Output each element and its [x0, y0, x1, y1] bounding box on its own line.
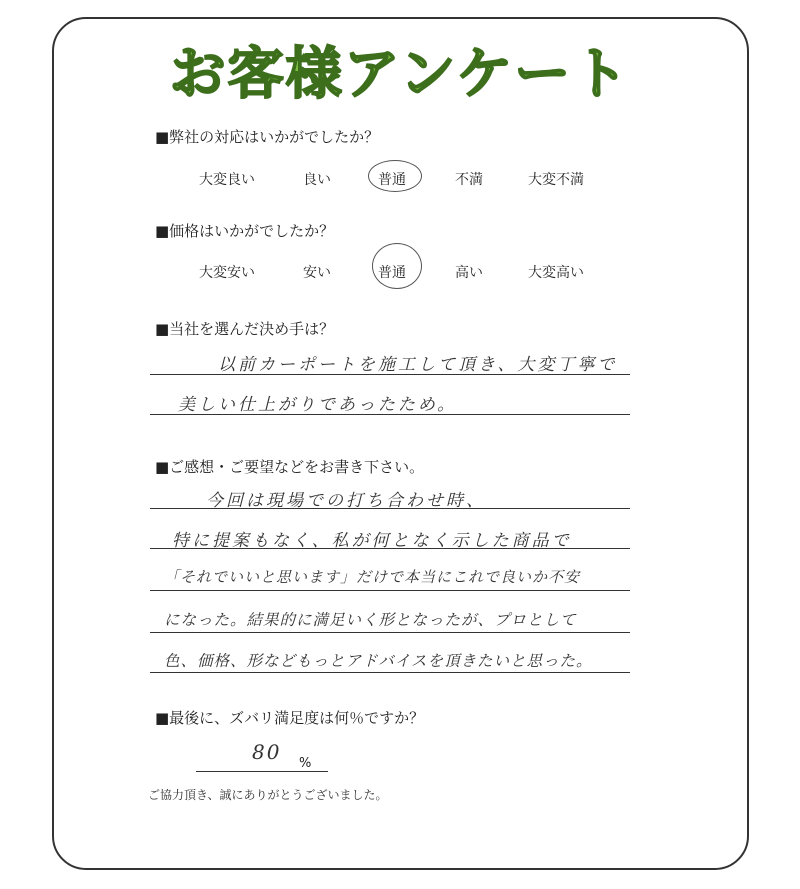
answer-line	[150, 590, 630, 591]
reason-line-1: 以前カーポートを施工して頂き、大変丁寧で	[218, 355, 618, 375]
q1-option-3[interactable]: 普通	[378, 172, 406, 188]
q1-selected-circle	[368, 160, 422, 192]
satisfaction-line	[196, 771, 328, 772]
q1-option-5[interactable]: 大変不満	[528, 172, 584, 188]
percent-unit: %	[299, 756, 312, 771]
satisfaction-value: 80	[252, 740, 282, 764]
q1-option-1[interactable]: 大変良い	[199, 172, 255, 188]
question-service: ■弊社の対応はいかがでしたか？	[155, 128, 380, 146]
q2-selected-circle	[372, 243, 422, 289]
q2-option-5[interactable]: 大変高い	[528, 265, 584, 281]
q2-option-4[interactable]: 高い	[455, 265, 483, 281]
q2-option-3[interactable]: 普通	[378, 265, 406, 281]
answer-line	[150, 632, 630, 633]
answer-line	[150, 672, 630, 673]
question-comments: ■ご感想・ご要望などをお書き下さい。	[155, 458, 425, 476]
q2-option-2[interactable]: 安い	[303, 265, 331, 281]
q1-option-2[interactable]: 良い	[303, 172, 331, 188]
q2-option-1[interactable]: 大変安い	[199, 265, 255, 281]
q1-option-4[interactable]: 不満	[455, 172, 483, 188]
answer-line	[150, 414, 630, 415]
reason-line-2: 美しい仕上がりであったため。	[178, 395, 458, 415]
question-price: ■価格はいかがでしたか？	[155, 222, 335, 240]
answer-line	[150, 548, 630, 549]
comment-line-5: 色、価格、形などもっとアドバイスを頂きたいと思った。	[164, 652, 593, 670]
survey-title: お客様アンケート	[169, 42, 631, 107]
answer-line	[150, 374, 630, 375]
question-satisfaction: ■最後に、ズバリ満足度は何％ですか？	[155, 709, 425, 727]
comment-line-4: になった。結果的に満足いく形となったが、プロとして	[164, 611, 577, 629]
comment-line-1: 今回は現場での打ち合わせ時、	[206, 491, 486, 511]
question-reason: ■当社を選んだ決め手は？	[155, 320, 335, 338]
answer-line	[150, 508, 630, 509]
comment-line-3: 「それでいいと思います」だけで本当にこれで良いか不安	[164, 568, 581, 586]
thank-you-note: ご協力頂き、誠にありがとうございました。	[148, 788, 388, 802]
comment-line-2: 特に提案もなく、私が何となく示した商品で	[172, 531, 572, 551]
